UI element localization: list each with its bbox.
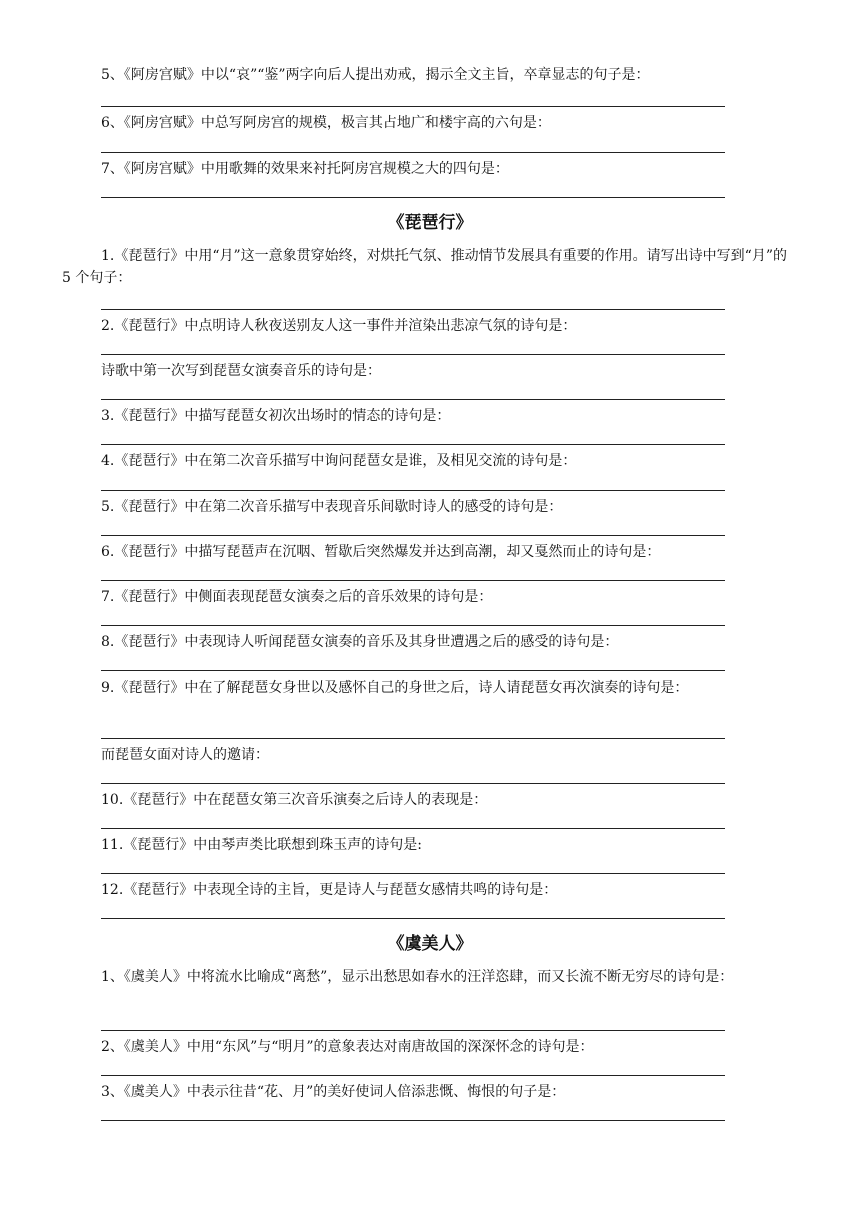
question-pipa-9: 9.《琵琶行》中在了解琵琶女身世以及感怀自己的身世之后，诗人请琵琶女再次演奏的诗句是： <box>101 680 689 696</box>
question-pipa-11: 11.《琵琶行》中由琴声类比联想到珠玉声的诗句是: <box>101 837 422 853</box>
question-pipa-5: 5.《琵琶行》中在第二次音乐描写中表现音乐间歇时诗人的感受的诗句是： <box>101 499 563 515</box>
question-yumeiren-2: 2、《虞美人》中用“东风”与“明月”的意象表达对南唐故国的深深怀念的诗句是： <box>101 1039 594 1055</box>
answer-line <box>101 309 725 310</box>
question-pipa-1: 1.《琵琶行》中用“月”这一意象贯穿始终，对烘托气氛、推动情节发展具有重要的作用。请写出诗中写到“月”的 5 个句子： <box>62 248 787 286</box>
answer-line <box>101 1120 725 1121</box>
question-pipa-2b: 诗歌中第一次写到琵琶女演奏音乐的诗句是： <box>101 363 381 379</box>
answer-line <box>101 918 725 919</box>
answer-line <box>101 399 725 400</box>
question-pipa-6: 6.《琵琶行》中描写琵琶声在沉咽、暂歇后突然爆发并达到高潮，却又戛然而止的诗句是： <box>101 544 661 560</box>
answer-line <box>101 197 725 198</box>
answer-line <box>101 490 725 491</box>
question-yumeiren-3: 3、《虞美人》中表示往昔“花、月”的美好使词人倍添悲慨、悔恨的句子是： <box>101 1084 566 1100</box>
question-efanggong-6: 6、《阿房宫赋》中总写阿房宫的规模，极言其占地广和楼宇高的六句是： <box>101 115 551 131</box>
answer-line <box>101 738 725 739</box>
question-pipa-7: 7.《琵琶行》中侧面表现琵琶女演奏之后的音乐效果的诗句是： <box>101 589 493 605</box>
question-yumeiren-1: 1、《虞美人》中将流水比喻成“离愁”，显示出愁思如春水的汪洋恣肆，而又长流不断无穷尽的诗句是： <box>101 969 734 985</box>
question-pipa-3: 3.《琵琶行》中描写琵琶女初次出场时的情态的诗句是： <box>101 408 451 424</box>
question-pipa-9b: 而琵琶女面对诗人的邀请： <box>101 747 269 763</box>
answer-line <box>101 580 725 581</box>
section-title-yumeiren: 《虞美人》 <box>387 934 473 954</box>
answer-line <box>101 783 725 784</box>
answer-line <box>101 444 725 445</box>
answer-line <box>101 625 725 626</box>
question-efanggong-7: 7、《阿房宫赋》中用歌舞的效果来衬托阿房宫规模之大的四句是： <box>101 161 509 177</box>
question-efanggong-5: 5、《阿房宫赋》中以“哀”“鉴”两字向后人提出劝戒，揭示全文主旨，卒章显志的句子是： <box>101 67 650 83</box>
question-pipa-4: 4.《琵琶行》中在第二次音乐描写中询问琵琶女是谁，及相见交流的诗句是： <box>101 453 577 469</box>
answer-line <box>101 535 725 536</box>
answer-line <box>101 152 725 153</box>
section-title-pipa: 《琵琶行》 <box>387 213 473 233</box>
question-pipa-10: 10.《琵琶行》中在琵琶女第三次音乐演奏之后诗人的表现是： <box>101 792 488 808</box>
question-pipa-2: 2.《琵琶行》中点明诗人秋夜送别友人这一事件并渲染出悲凉气氛的诗句是： <box>101 318 577 334</box>
answer-line <box>101 1030 725 1031</box>
answer-line <box>101 828 725 829</box>
question-pipa-12: 12.《琵琶行》中表现全诗的主旨，更是诗人与琵琶女感情共鸣的诗句是： <box>101 882 558 898</box>
question-pipa-8: 8.《琵琶行》中表现诗人听闻琵琶女演奏的音乐及其身世遭遇之后的感受的诗句是： <box>101 634 619 650</box>
answer-line <box>101 106 725 107</box>
answer-line <box>101 670 725 671</box>
answer-line <box>101 354 725 355</box>
answer-line <box>101 873 725 874</box>
answer-line <box>101 1075 725 1076</box>
